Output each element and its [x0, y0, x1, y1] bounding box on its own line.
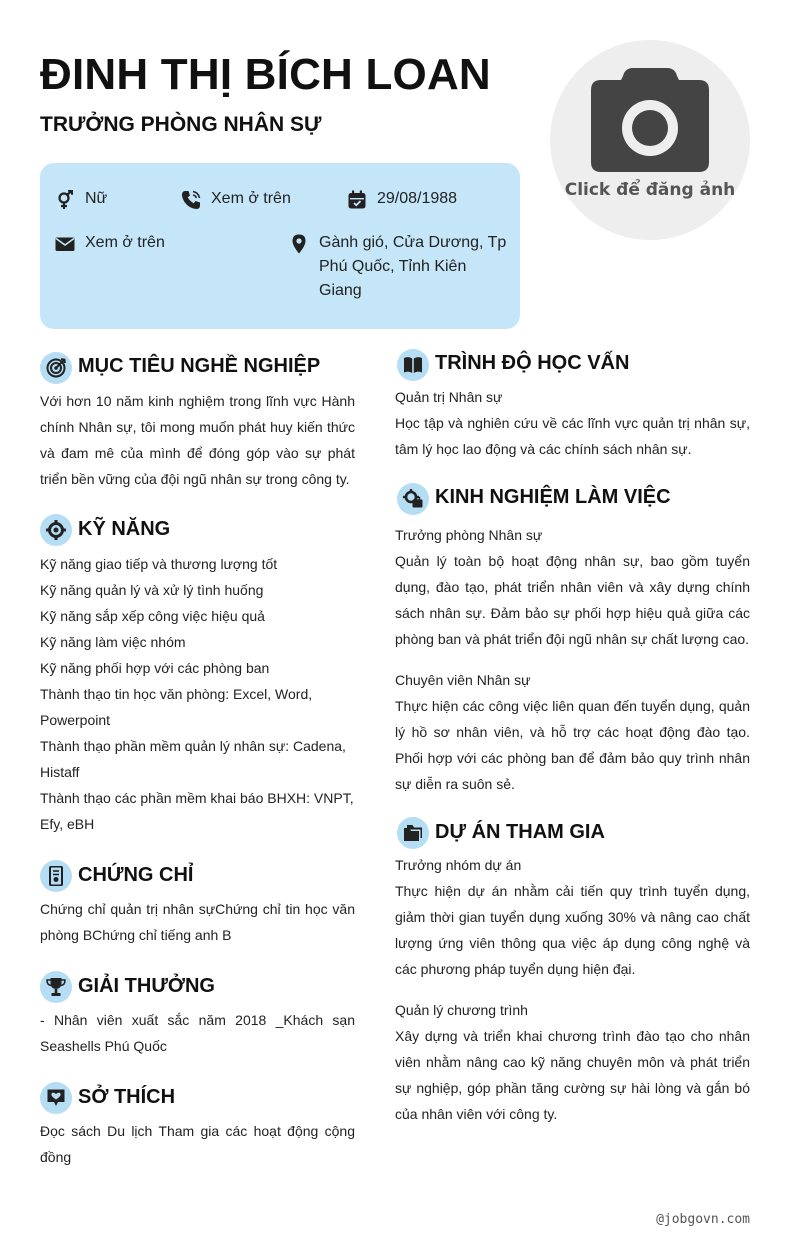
experience-role-1: Trưởng phòng Nhân sự: [395, 527, 543, 543]
objective-text: Với hơn 10 năm kinh nghiệm trong lĩnh vực Hành chính Nhân sự, tôi mong muốn phát huy kiến thức và đam mê của mình để đóng góp vào sự phát triển bền vững của đội ngũ nhân sự trong công ty.: [40, 393, 355, 487]
address-line-2: Phú Quốc, Tỉnh Kiên: [319, 258, 467, 275]
skills-title: KỸ NĂNG: [78, 518, 171, 540]
skills-gear-icon: [40, 514, 72, 546]
location-pin-icon: [289, 234, 309, 254]
project-role-2: Quản lý chương trình: [395, 1002, 528, 1018]
awards-title: GIẢI THƯỞNG: [78, 975, 215, 997]
awards-text: - Nhân viên xuất sắc năm 2018 _Khách sạn Seashells Phú Quốc: [40, 1012, 355, 1054]
trophy-icon: [40, 971, 72, 1003]
projects-title: DỰ ÁN THAM GIA: [435, 821, 605, 843]
skill-item: Powerpoint: [40, 712, 111, 728]
experience-text-1: Quản lý toàn bộ hoạt động nhân sự, bao gồm tuyển dụng, đào tạo, phát triển nhân viên và xây dựng chính sách nhân sự. Đảm bảo sự phối hợp hiệu quả giữa các phòng ban và phát triển đội ngũ nhân sự chất lượng cao.: [395, 553, 750, 647]
job-title: TRƯỞNG PHÒNG NHÂN SỰ: [40, 113, 322, 136]
gender-icon: [55, 190, 75, 210]
email-value: Xem ở trên: [85, 234, 165, 251]
calendar-icon: [347, 190, 367, 210]
education-text: Học tập và nghiên cứu về các lĩnh vực quản trị nhân sự, tâm lý học lao động và các chính sách nhân sự.: [395, 415, 750, 457]
address-value: [319, 231, 509, 303]
phone-icon: [181, 190, 201, 210]
skill-item: Thành thạo các phần mềm khai báo BHXH: VNPT,: [40, 790, 354, 806]
camera-icon: [589, 68, 711, 174]
candidate-name: ĐINH THỊ BÍCH LOAN: [40, 50, 491, 99]
book-icon: [397, 349, 429, 381]
photo-upload[interactable]: [550, 40, 750, 240]
certificates-text: Chứng chỉ quản trị nhân sựChứng chỉ tin học văn phòng BChứng chỉ tiếng anh B: [40, 901, 355, 943]
skill-item: Kỹ năng sắp xếp công việc hiệu quả: [40, 608, 265, 624]
address-line-1: Gành gió, Cửa Dương, Tp: [319, 234, 507, 251]
objective-title: MỤC TIÊU NGHỀ NGHIỆP: [78, 355, 321, 377]
skill-item: Efy, eBH: [40, 816, 95, 832]
address-line-3: Giang: [319, 282, 362, 299]
education-title: TRÌNH ĐỘ HỌC VẤN: [435, 352, 630, 374]
gender-value: Nữ: [85, 190, 108, 207]
skill-item: Kỹ năng giao tiếp và thương lượng tốt: [40, 556, 278, 572]
project-text-2: Xây dựng và triển khai chương trình đào tạo cho nhân viên nhằm nâng cao kỹ năng chuyên môn và phát triển sự nghiệp, góp phần tăng cường sự hài lòng và gắn bó của nhân viên với công ty.: [395, 1028, 750, 1122]
birthday-value: 29/08/1988: [377, 190, 458, 207]
education-major: Quản trị Nhân sự: [395, 389, 503, 405]
skill-item: Thành thạo phần mềm quản lý nhân sự: Cadena,: [40, 738, 346, 754]
work-gear-icon: [397, 483, 429, 515]
hobbies-title: SỞ THÍCH: [78, 1086, 176, 1108]
folders-icon: [397, 817, 429, 849]
target-icon: [40, 352, 72, 384]
phone-value: Xem ở trên: [211, 190, 291, 207]
skill-item: Kỹ năng làm việc nhóm: [40, 634, 186, 650]
skill-item: Thành thạo tin học văn phòng: Excel, Word,: [40, 686, 313, 702]
experience-role-2: Chuyên viên Nhân sự: [395, 672, 531, 688]
contact-box: [40, 163, 520, 329]
skill-item: Kỹ năng phối hợp với các phòng ban: [40, 660, 270, 676]
skill-item: Kỹ năng quản lý và xử lý tình huống: [40, 582, 264, 598]
project-role-1: Trưởng nhóm dự án: [395, 857, 522, 873]
certificates-title: CHỨNG CHỈ: [78, 864, 194, 886]
certificate-icon: [40, 860, 72, 892]
project-text-1: Thực hiện dự án nhằm cải tiến quy trình tuyển dụng, giảm thời gian tuyển dụng xuống 30% và nâng cao chất lượng ứng viên thông qua việc áp dụng công nghệ và các phương pháp tuyển dụng hiện đại.: [395, 883, 750, 977]
skill-item: Histaff: [40, 764, 80, 780]
envelope-icon: [55, 234, 75, 254]
experience-title: KINH NGHIỆM LÀM VIỆC: [435, 486, 671, 508]
photo-label: Click để đăng ảnh: [564, 180, 736, 200]
heart-chat-icon: [40, 1082, 72, 1114]
hobbies-text: Đọc sách Du lịch Tham gia các hoạt động cộng đồng: [40, 1123, 355, 1165]
footer-watermark: @jobgovn.com: [656, 1212, 750, 1227]
experience-text-2: Thực hiện các công việc liên quan đến tuyển dụng, quản lý hồ sơ nhân viên, và hỗ trợ các hoạt động đào tạo. Phối hợp với các phòng ban để đảm bảo quy trình nhân sự diễn ra suôn sẻ.: [395, 698, 750, 792]
